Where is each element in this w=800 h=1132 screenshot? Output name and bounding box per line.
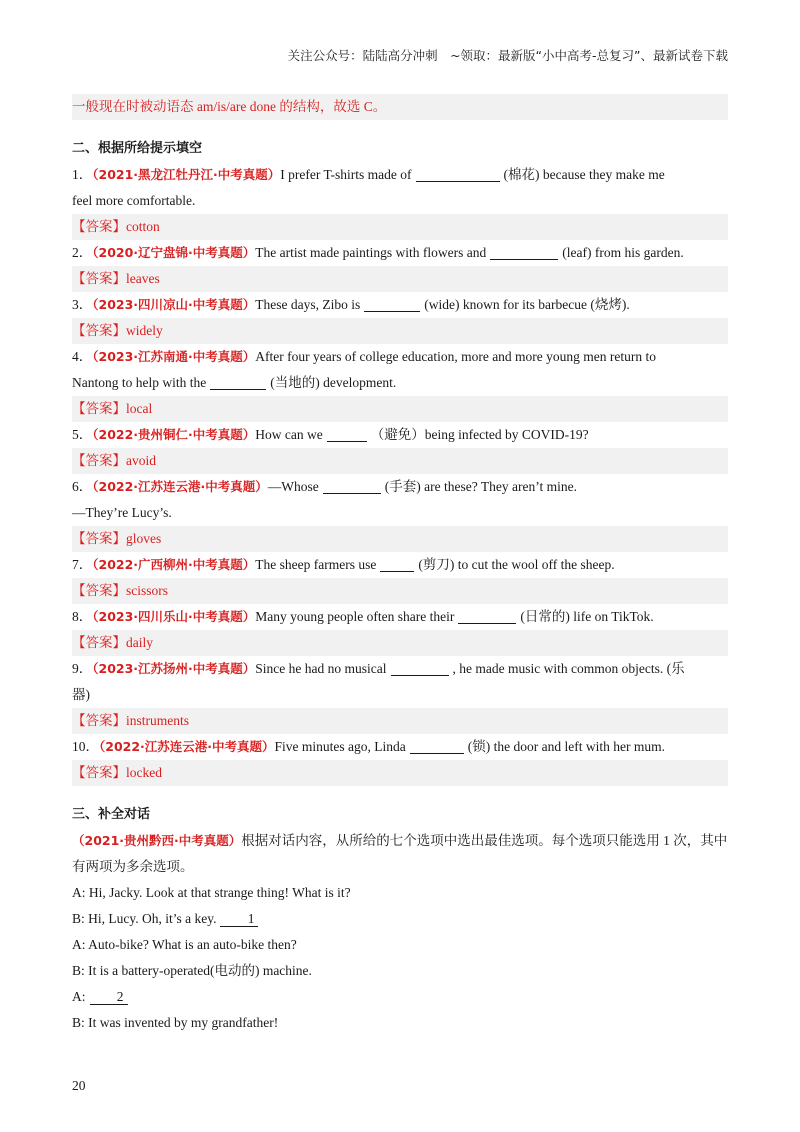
answer-row [72, 318, 728, 344]
question-number: 10． [72, 739, 99, 754]
question-source: （2020·辽宁盘锦·中考真题） [92, 245, 256, 260]
section3-instruction: （2021·贵州黔西·中考真题）根据对话内容，从所给的七个选项中选出最佳选项。每个选项只能选用 1 次，其中有两项为多余选项。 [72, 833, 728, 874]
question-text: Since he had no musical [255, 661, 387, 676]
answer-value: leaves [126, 271, 160, 286]
dialogue-text: A: [72, 989, 86, 1004]
answer-value: widely [126, 323, 163, 338]
question-number: 5． [72, 427, 93, 442]
answer-value: locked [126, 765, 162, 780]
answer-blank [490, 244, 558, 260]
question-item [72, 344, 728, 370]
section2-title: 二、根据所给提示填空 [72, 141, 203, 156]
question-source: （2022·江苏连云港·中考真题） [99, 739, 275, 754]
question-source: （2021·黑龙江牡丹江·中考真题） [92, 167, 281, 182]
question-source: （2023·江苏南通·中考真题） [92, 349, 256, 364]
section3-title: 三、补全对话 [72, 807, 151, 822]
page-content [72, 94, 728, 1036]
answer-row [72, 708, 728, 734]
question-text: (当地的) development. [270, 375, 397, 390]
answer-value: instruments [126, 713, 189, 728]
question-text: （避免）being infected by COVID-19? [370, 427, 589, 442]
answer-value: avoid [126, 453, 156, 468]
section2-items [72, 162, 728, 786]
answer-blank [364, 296, 420, 312]
dialogue-text: A: Hi, Jacky. Look at that strange thing! What is it? [72, 885, 351, 900]
question-continuation: feel more comfortable. [72, 193, 196, 208]
question-source: （2023·江苏扬州·中考真题） [92, 661, 256, 676]
question-item [72, 604, 728, 630]
dialogue-text: B: It is a battery-operated(电动的) machine. [72, 963, 312, 978]
answer-label: 【答案】 [72, 271, 126, 286]
answer-blank [327, 426, 367, 442]
question-item [72, 240, 728, 266]
page-header: 关注公众号：陆陆高分冲刺 ~领取：最新版“小中高考-总复习”、最新试卷下载 [287, 48, 728, 63]
answer-blank [458, 608, 516, 624]
answer-label: 【答案】 [72, 323, 126, 338]
dialogue-line [72, 906, 728, 932]
question-number: 2． [72, 245, 93, 260]
question-text: Many young people often share their [255, 609, 455, 624]
question-source: （2022·广西柳州·中考真题） [92, 557, 256, 572]
answer-label: 【答案】 [72, 635, 126, 650]
dialogue-text: B: Hi, Lucy. Oh, it’s a key. [72, 911, 217, 926]
dialogue-text: A: Auto-bike? What is an auto-bike then? [72, 937, 297, 952]
answer-value: daily [126, 635, 153, 650]
answer-row [72, 448, 728, 474]
answer-row [72, 214, 728, 240]
dialogue-line [72, 932, 728, 958]
answer-value: scissors [126, 583, 169, 598]
question-item [72, 734, 728, 760]
question-continuation: 器) [72, 687, 90, 702]
question-number: 4． [72, 349, 93, 364]
question-text: (棉花) because they make me [503, 167, 665, 182]
answer-row [72, 630, 728, 656]
answer-blank [391, 660, 449, 676]
question-item [72, 292, 728, 318]
dialogue-blank: 1 [220, 911, 258, 927]
question-text: (leaf) from his garden. [562, 245, 684, 260]
question-text: I prefer T-shirts made of [280, 167, 412, 182]
question-text: Five minutes ago, Linda [274, 739, 406, 754]
question-text: The sheep farmers use [255, 557, 377, 572]
question-number: 8． [72, 609, 93, 624]
question-item [72, 422, 728, 448]
answer-label: 【答案】 [72, 531, 126, 546]
dialogue-line [72, 958, 728, 984]
answer-value: local [126, 401, 153, 416]
dialogue-line [72, 1010, 728, 1036]
question-number: 6． [72, 479, 93, 494]
intro-answer: 一般现在时被动语态 am/is/are done 的结构，故选 C。 [72, 94, 728, 120]
question-item [72, 656, 728, 682]
question-text: Nantong to help with the [72, 375, 207, 390]
page-number: 20 [72, 1078, 86, 1093]
answer-label: 【答案】 [72, 713, 126, 728]
answer-label: 【答案】 [72, 219, 126, 234]
dialogue-text: B: It was invented by my grandfather! [72, 1015, 279, 1030]
question-source: （2023·四川凉山·中考真题） [92, 297, 256, 312]
answer-blank [380, 556, 414, 572]
answer-row [72, 396, 728, 422]
question-continuation [72, 370, 728, 396]
answer-blank [416, 166, 500, 182]
question-text: (wide) known for its barbecue (烧烤). [424, 297, 630, 312]
question-source: （2023·四川乐山·中考真题） [92, 609, 256, 624]
answer-label: 【答案】 [72, 583, 126, 598]
section3-source: （2021·贵州黔西·中考真题） [72, 833, 242, 848]
question-number: 7． [72, 557, 93, 572]
question-number: 3． [72, 297, 93, 312]
question-source: （2022·贵州铜仁·中考真题） [92, 427, 256, 442]
answer-row [72, 266, 728, 292]
answer-value: cotton [126, 219, 160, 234]
question-text: These days, Zibo is [255, 297, 361, 312]
question-text: , he made music with common objects. (乐 [452, 661, 685, 676]
answer-label: 【答案】 [72, 453, 126, 468]
dialogue-line [72, 984, 728, 1010]
question-text: (手套) are these? They aren’t mine. [384, 479, 577, 494]
question-text: (日常的) life on TikTok. [520, 609, 654, 624]
answer-blank [410, 738, 464, 754]
question-text: How can we [255, 427, 323, 442]
answer-row [72, 526, 728, 552]
question-text: (剪刀) to cut the wool off the sheep. [418, 557, 615, 572]
question-item [72, 474, 728, 500]
answer-label: 【答案】 [72, 401, 126, 416]
question-number: 9． [72, 661, 93, 676]
answer-value: gloves [126, 531, 162, 546]
answer-row [72, 760, 728, 786]
question-item [72, 552, 728, 578]
question-source: （2022·江苏连云港·中考真题） [92, 479, 268, 494]
question-continuation: —They’re Lucy’s. [72, 505, 172, 520]
dialogue-line [72, 880, 728, 906]
question-item [72, 162, 728, 188]
question-number: 1． [72, 167, 93, 182]
question-text: (锁) the door and left with her mum. [467, 739, 665, 754]
dialogue [72, 880, 728, 1036]
answer-blank [210, 374, 266, 390]
answer-blank [323, 478, 381, 494]
answer-row [72, 578, 728, 604]
question-text: —Whose [267, 479, 319, 494]
dialogue-blank: 2 [90, 989, 128, 1005]
answer-label: 【答案】 [72, 765, 126, 780]
question-text: After four years of college education, more and more young men return to [255, 349, 657, 364]
question-text: The artist made paintings with flowers and [255, 245, 487, 260]
